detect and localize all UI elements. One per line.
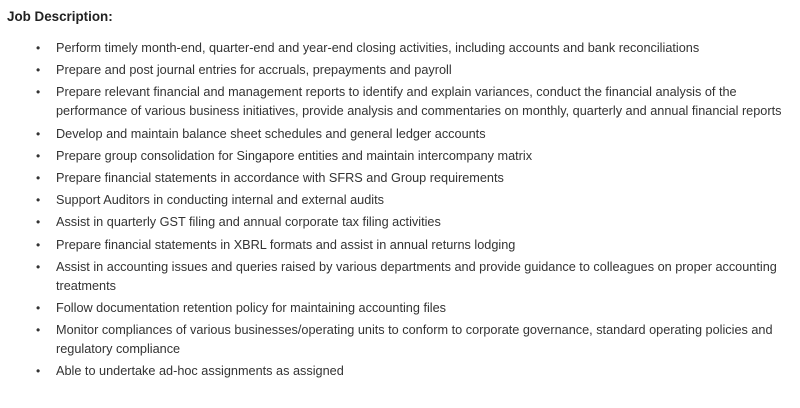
list-item-text: Prepare relevant financial and management reports to identify and explain variances, conduct the financial analysis of the performance of various business initiatives, provide analysis and commentaries on monthly, quarterly and annual financial reports: [56, 85, 782, 119]
list-item-text: Assist in accounting issues and queries raised by various departments and provide guidance to colleagues on proper accounting treatments: [56, 259, 777, 293]
list-item: [0, 258, 800, 296]
list-item-text: Prepare financial statements in accordance with SFRS and Group requirements: [56, 170, 504, 185]
bullet-icon: •: [36, 259, 41, 274]
bullet-icon: •: [36, 148, 41, 163]
bullet-icon: •: [36, 85, 41, 100]
bullet-icon: •: [36, 300, 41, 315]
list-item: [0, 147, 800, 166]
bullet-icon: •: [36, 215, 41, 230]
list-item: [0, 191, 800, 210]
bullet-icon: •: [36, 193, 41, 208]
list-item: [0, 236, 800, 255]
bullet-icon: •: [36, 364, 41, 379]
bullet-icon: •: [36, 41, 41, 55]
bullet-icon: •: [36, 126, 41, 141]
list-item-text: Able to undertake ad-hoc assignments as assigned: [56, 364, 344, 379]
list-item: [0, 169, 800, 188]
duties-list: [0, 39, 800, 384]
list-item-text: Support Auditors in conducting internal and external audits: [56, 193, 384, 208]
list-item-text: Perform timely month-end, quarter-end and year-end closing activities, including accounts and bank reconciliations: [56, 41, 700, 55]
list-item-text: Prepare group consolidation for Singapore entities and maintain intercompany matrix: [56, 148, 533, 163]
bullet-icon: •: [36, 237, 41, 252]
list-item-text: Follow documentation retention policy for maintaining accounting files: [56, 300, 447, 315]
list-item-text: Assist in quarterly GST filing and annual corporate tax filing activities: [56, 215, 441, 230]
job-description-heading: Job Description:: [7, 9, 113, 24]
list-item-text: Monitor compliances of various businesses/operating units to conform to corporate governance, standard operating policies and regulatory compliance: [56, 323, 773, 357]
bullet-icon: •: [36, 323, 41, 338]
bullet-icon: •: [36, 63, 41, 78]
list-item: [0, 362, 800, 381]
list-item: [0, 39, 800, 58]
bullet-icon: •: [36, 170, 41, 185]
list-item: [0, 213, 800, 232]
list-item: [0, 83, 800, 121]
list-item-text: Prepare and post journal entries for accruals, prepayments and payroll: [56, 63, 452, 78]
list-item: [0, 321, 800, 359]
list-item: [0, 61, 800, 80]
list-item-text: Develop and maintain balance sheet schedules and general ledger accounts: [56, 126, 486, 141]
list-item-text: Prepare financial statements in XBRL formats and assist in annual returns lodging: [56, 237, 516, 252]
list-item: [0, 125, 800, 144]
list-item: [0, 299, 800, 318]
